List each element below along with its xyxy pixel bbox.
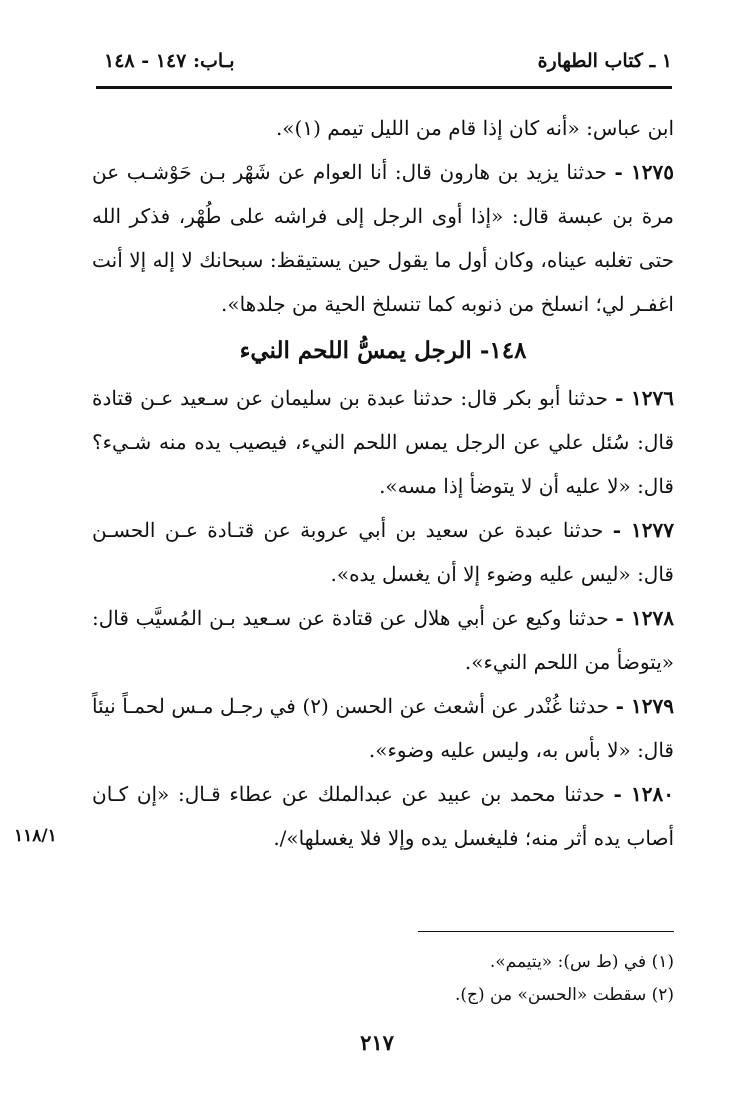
hadith-text: حدثنا غُنْدر عن أشعث عن الحسن (٢) في رجـل مـس لحمـاً نيئاً قال: «لا بأس به، وليس عليه وضوء». bbox=[92, 694, 674, 762]
hadith-text: حدثنا عبدة عن سعيد بن أبي عروبة عن قتـادة عـن الحسـن قال: «ليس عليه وضوء إلا أن يغسل يده». bbox=[92, 518, 674, 586]
footnote-2: (٢) سقطت «الحسن» من (ج). bbox=[455, 985, 674, 1005]
paragraph-continuation: ابن عباس: «أنه كان إذا قام من الليل تيمم (١)». bbox=[275, 116, 674, 140]
margin-reference: ١١٨/١ bbox=[14, 826, 57, 846]
header-rule bbox=[96, 86, 672, 89]
section-heading: ١٤٨- الرجل يمسُّ اللحم النيء bbox=[239, 337, 527, 364]
hadith-number: ١٢٧٨ - bbox=[615, 606, 675, 630]
hadith-text: حدثنا وكيع عن أبي هلال عن قتادة عن سـعيد بـن المُسيَّب قال: «يتوضأ من اللحم النيء». bbox=[92, 606, 674, 674]
section-range: بـاب: ١٤٧ - ١٤٨ bbox=[104, 50, 235, 72]
hadith-1280 bbox=[92, 772, 674, 860]
hadith-1276 bbox=[92, 376, 674, 508]
footnote-1: (١) في (ط س): «يتيمم». bbox=[489, 952, 674, 972]
chapter-title: ١ ـ كتاب الطهارة bbox=[537, 50, 672, 72]
hadith-number: ١٢٧٥ - bbox=[614, 160, 675, 184]
hadith-text: حدثنا محمد بن عبيد عن عبدالملك عن عطاء قـال: «إن كـان أصاب يده أثر منه؛ فليغسل يده وإلا فلا يغسلها»/. bbox=[92, 782, 674, 850]
hadith-number: ١٢٧٦ - bbox=[615, 386, 675, 410]
hadith-number: ١٢٨٠ - bbox=[613, 782, 674, 806]
hadith-number: ١٢٧٩ - bbox=[615, 694, 675, 718]
hadith-text: حدثنا يزيد بن هارون قال: أنا العوام عن شَهْر بـن حَوْشـب عن مرة بن عبسة قال: «إذا أوى الرجل إلى فراشه على طُهْر، فذكر الله حتى تغلبه عيناه، وكان أول ما يقول حين يستيقظ: سبحانك لا إله إلا أنت اغفـر لي؛ انسلخ من ذنوبه كما تنسلخ الحية من جلدها». bbox=[92, 160, 674, 316]
hadith-text: حدثنا أبو بكر قال: حدثنا عبدة بن سليمان عن سـعيد عـن قتادة قال: سُئل علي عن الرجل يمس اللحم النيء، فيصيب يده منه شـيء؟ قال: «لا عليه أن لا يتوضأ إذا مسه». bbox=[92, 386, 674, 498]
hadith-1278 bbox=[92, 596, 674, 684]
footnotes bbox=[300, 946, 674, 1012]
page-number: ٢١٧ bbox=[360, 1030, 394, 1055]
hadith-1279 bbox=[92, 684, 674, 772]
hadith-1275 bbox=[92, 150, 674, 326]
hadith-1277 bbox=[92, 508, 674, 596]
main-text bbox=[92, 106, 674, 860]
running-header bbox=[96, 44, 672, 84]
hadith-number: ١٢٧٧ - bbox=[612, 518, 674, 542]
footnote-rule bbox=[418, 931, 674, 932]
